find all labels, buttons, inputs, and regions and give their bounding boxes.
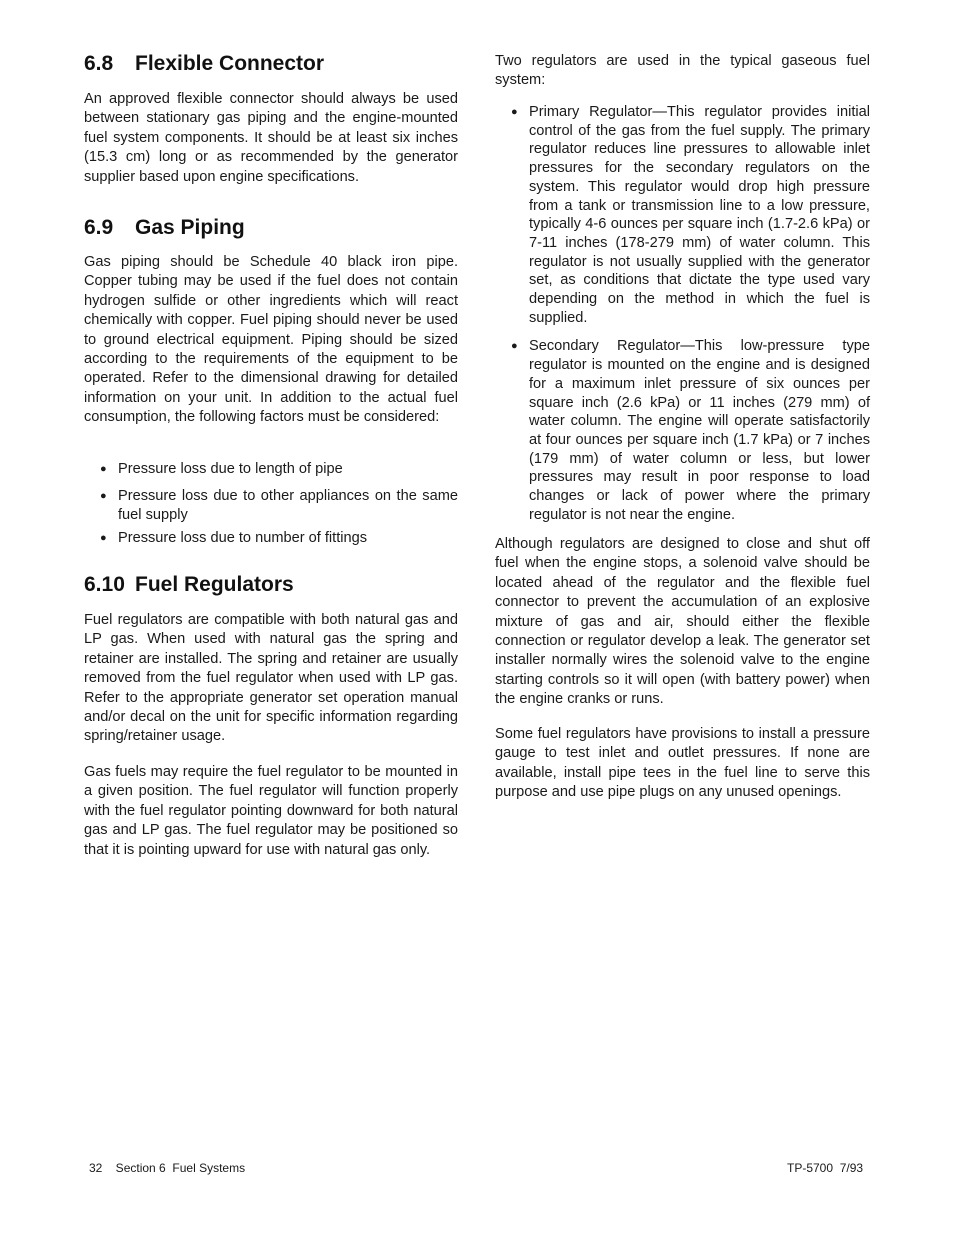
list-item <box>495 337 870 524</box>
pressure-gauge-paragraph: Some fuel regulators have provisions to install a pressure gauge to test inlet and outlet pressures. If none are available, install pipe tees in the fuel line to serve this purpose and use pipe plugs on any unused openings. <box>495 726 870 801</box>
footer-page-section: 32 Section 6 Fuel Systems <box>89 1161 246 1175</box>
list-item <box>84 529 458 548</box>
flexible-connector-paragraph: An approved flexible connector should always be used between stationary gas piping and the engine-mounted fuel system components. It should be at least six inches (15.3 cm) long or as recommended by the generator supplier based upon engine specifications. <box>84 91 458 185</box>
two-regulators-intro: Two regulators are used in the typical gaseous fuel system: <box>495 53 870 89</box>
section-title: Flexible Connector <box>135 52 325 75</box>
list-item <box>495 103 870 327</box>
list-item-text: Pressure loss due to other appliances on the same fuel supply <box>118 488 458 523</box>
secondary-regulator-text: Secondary Regulator—This low-pressure type regulator is mounted on the engine and is designed for a maximum inlet pressure of six ounces per square inch (2.6 kPa) or 11 inches (279 mm) of water column. The engine will operate satisfactorily at four ounces per square inch (1.7 kPa) or 7 inches (179 mm) of water column or less, but lower pressures may result in poor response to load changes or lack of power where the primary regulator is not near the engine. <box>529 338 870 523</box>
primary-regulator-text: Primary Regulator—This regulator provides initial control of the gas from the fuel supply. The primary regulator reduces line pressures to allowable inlet pressures for the secondary regulators on the system. This regulator would drop high pressure from a tank or transmission line to a low pressure, typically 4-6 ounces per square inch (1.7-2.6 kPa) or 7-11 inches (178-279 mm) of water column. This regulator is not usually supplied with the generator set, as conditions that dictate the type used vary depending on the method in which the fuel is supplied. <box>529 104 870 326</box>
bullet-icon: ● <box>100 490 107 502</box>
bullet-icon: ● <box>100 532 107 544</box>
section-number: 6.9 <box>84 216 114 239</box>
bullet-icon: ● <box>511 340 518 353</box>
section-title: Fuel Regulators <box>135 573 294 596</box>
list-item <box>84 487 458 525</box>
bullet-icon: ● <box>511 106 518 118</box>
list-item-text: Pressure loss due to number of fittings <box>118 530 368 546</box>
footer-document-id: TP-5700 7/93 <box>787 1161 864 1175</box>
section-6-9-heading <box>84 216 245 240</box>
section-title: Gas Piping <box>135 216 245 239</box>
section-number: 6.8 <box>84 52 114 75</box>
fuel-regulators-paragraph-2: Gas fuels may require the fuel regulator to be mounted in a given position. The fuel regulator will function properly with the fuel regulator pointing downward for both natural gas and LP gas. The fuel regulator may be positioned so that it is pointing upward for use with natural gas only. <box>84 764 458 858</box>
list-item-text: Pressure loss due to length of pipe <box>118 461 343 477</box>
pressure-loss-list <box>84 460 458 548</box>
gas-piping-paragraph: Gas piping should be Schedule 40 black iron pipe. Copper tubing may be used if the fuel does not contain hydrogen sulfide or other ingredients which will react chemically with copper. Fuel piping should never be used to ground electrical equipment. Piping should be sized according to the requirements of the equipment to be operated. Refer to the dimensional drawing for detailed information on your unit. In addition to the actual fuel consumption, the following factors must be considered: <box>84 254 458 426</box>
solenoid-valve-paragraph: Although regulators are designed to close and shut off fuel when the engine stops, a solenoid valve should be located ahead of the regulator and the flexible fuel connector to prevent the accumulation of an explosive mixture of gas and air, should either the flexible connection or regulator develop a leak. The generator set installer normally wires the solenoid valve to the engine starting controls so it will open (with battery power) when the engine cranks or runs. <box>495 536 870 708</box>
section-6-10-heading <box>84 573 294 597</box>
bullet-icon: ● <box>100 463 107 475</box>
section-6-8-heading <box>84 52 324 76</box>
fuel-regulators-paragraph-1: Fuel regulators are compatible with both natural gas and LP gas. When used with natural gas the spring and retainer are installed. The spring and retainer are usually removed from the fuel regulator when used with LP gas. Refer to the appropriate generator set operation manual and/or decal on the unit for specific information regarding spring/retainer usage. <box>84 612 458 745</box>
regulator-types-list <box>495 103 870 524</box>
section-number: 6.10 <box>84 573 125 596</box>
list-item <box>84 460 458 479</box>
